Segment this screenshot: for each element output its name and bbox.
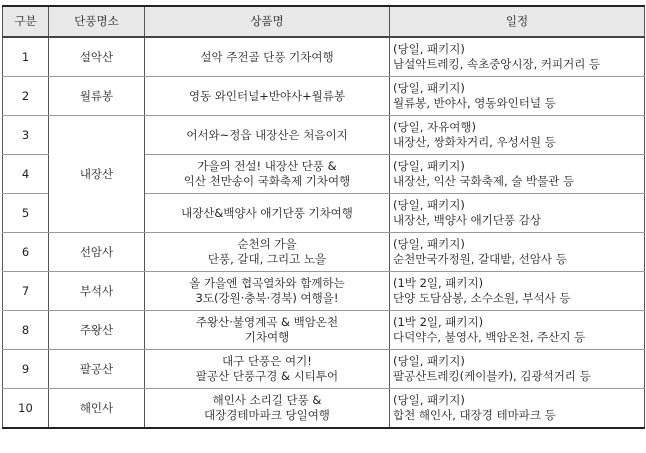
schedule	[390, 37, 645, 77]
header-schedule: 일정	[390, 6, 645, 37]
product-name	[145, 37, 390, 77]
table-row	[3, 389, 645, 429]
product-line: 기차여행	[244, 330, 290, 344]
table-row	[3, 311, 645, 350]
product-name	[145, 233, 390, 272]
product-line: 영동 와인터널+반야사+월류봉	[188, 88, 346, 103]
table-row	[3, 116, 645, 155]
schedule	[390, 77, 645, 116]
schedule	[390, 194, 645, 233]
row-number: 2	[3, 77, 49, 116]
schedule-detail: 내장산, 백양사 애기단풍 감상	[393, 213, 541, 227]
place-name: 설악산	[49, 37, 145, 77]
place-name: 선암사	[49, 233, 145, 272]
product-name	[145, 350, 390, 389]
product-line: 설악 주전골 단풍 기차여행	[200, 49, 334, 64]
schedule-type: (당일, 패키지)	[393, 393, 465, 407]
row-number: 8	[3, 311, 49, 350]
schedule-type: (당일, 패키지)	[393, 354, 465, 368]
product-line: 3도(강원·충북·경북) 여행을!	[195, 291, 339, 305]
header-no: 구분	[3, 6, 49, 37]
autumn-foliage-tour-table	[2, 5, 645, 429]
table-row	[3, 272, 645, 311]
schedule	[390, 389, 645, 429]
schedule-detail: 남설악트레킹, 속초중앙시장, 커피거리 등	[393, 57, 601, 71]
product-line: 대장경테마파크 당일여행	[204, 408, 330, 422]
schedule-detail: 내장산, 쌍화차거리, 우성서원 등	[393, 135, 556, 149]
row-number: 6	[3, 233, 49, 272]
schedule-detail: 팔공산트레킹(케이블카), 김광석거리 등	[393, 369, 591, 383]
product-name	[145, 272, 390, 311]
product-name	[145, 155, 390, 194]
table-row	[3, 77, 645, 116]
table-header-row	[3, 6, 645, 37]
row-number: 10	[3, 389, 49, 429]
schedule-type: (1박 2일, 패키지)	[393, 276, 484, 290]
schedule-detail: 월류봉, 반야사, 영동와인터널 등	[393, 96, 556, 110]
place-name: 부석사	[49, 272, 145, 311]
schedule-type: (당일, 패키지)	[393, 237, 465, 251]
schedule	[390, 272, 645, 311]
product-line: 단풍, 갈대, 그리고 노을	[207, 252, 327, 266]
schedule-detail: 내장산, 익산 국화축제, 술 박물관 등	[393, 174, 575, 188]
place-name: 주왕산	[49, 311, 145, 350]
table-row	[3, 350, 645, 389]
product-line: 내장산&백양사 애기단풍 기차여행	[181, 205, 353, 220]
product-name	[145, 116, 390, 155]
schedule-type: (당일, 패키지)	[393, 42, 465, 56]
schedule	[390, 233, 645, 272]
header-place: 단풍명소	[49, 6, 145, 37]
row-number: 3	[3, 116, 49, 155]
product-line: 팔공산 단풍구경 & 시티투어	[195, 369, 339, 383]
place-name: 해인사	[49, 389, 145, 429]
product-name	[145, 194, 390, 233]
product-name	[145, 311, 390, 350]
place-name: 팔공산	[49, 350, 145, 389]
row-number: 4	[3, 155, 49, 194]
schedule-type: (당일, 패키지)	[393, 159, 465, 173]
row-number: 5	[3, 194, 49, 233]
schedule-type: (당일, 자유여행)	[393, 120, 476, 134]
product-line: 가을의 전설! 내장산 단풍 &	[197, 159, 337, 173]
place-name: 내장산	[49, 116, 145, 233]
schedule-type: (당일, 패키지)	[393, 198, 465, 212]
row-number: 1	[3, 37, 49, 77]
schedule	[390, 311, 645, 350]
product-line: 대구 단풍은 여기!	[222, 354, 312, 368]
schedule	[390, 116, 645, 155]
schedule-type: (1박 2일, 패키지)	[393, 315, 484, 329]
product-line: 해인사 소리길 단풍 &	[212, 393, 322, 407]
product-line: 어서와~정읍 내장산은 처음이지	[186, 127, 348, 142]
schedule-type: (당일, 패키지)	[393, 81, 465, 95]
row-number: 9	[3, 350, 49, 389]
schedule-detail: 순천만국가정원, 갈대밭, 선암사 등	[393, 252, 567, 266]
product-line: 익산 천만송이 국화축제 기차여행	[183, 174, 351, 188]
schedule-detail: 단양 도담삼봉, 소수소원, 부석사 등	[393, 291, 571, 305]
table-row	[3, 233, 645, 272]
product-line: 주왕산·불영계곡 & 백암온천	[195, 315, 339, 329]
schedule	[390, 350, 645, 389]
row-number: 7	[3, 272, 49, 311]
schedule	[390, 155, 645, 194]
table-row	[3, 37, 645, 77]
product-line: 올 가을엔 협곡열차와 함께하는	[189, 276, 345, 290]
schedule-detail: 다덕약수, 불영사, 백암온천, 주산지 등	[393, 330, 586, 344]
product-name	[145, 389, 390, 429]
place-name: 월류봉	[49, 77, 145, 116]
header-product: 상품명	[145, 6, 390, 37]
schedule-detail: 합천 해인사, 대장경 테마파크 등	[393, 408, 556, 422]
product-name	[145, 77, 390, 116]
product-line: 순천의 가을	[237, 237, 297, 251]
